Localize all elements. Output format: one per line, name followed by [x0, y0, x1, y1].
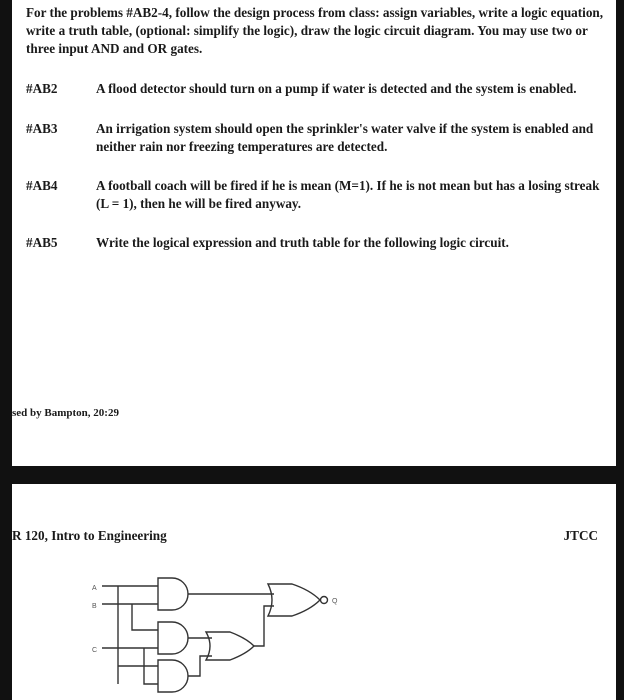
- problem-text: An irrigation system should open the sprinkler's water valve if the system is enabled and neither rain nor freezing temperatures are detected.: [96, 121, 594, 154]
- input-label-c: C: [92, 647, 98, 654]
- problem-id: #AB5: [26, 235, 58, 250]
- output-label-q: Q: [332, 598, 338, 605]
- and-gate-1: [158, 578, 188, 610]
- logic-circuit-diagram: [88, 566, 348, 700]
- problem-text: Write the logical expression and truth table for the following logic circuit.: [96, 235, 509, 250]
- document-page-bottom: [12, 484, 616, 700]
- wire-g3-out: [188, 656, 212, 676]
- wire-g4-out: [254, 606, 274, 646]
- problem-id: #AB3: [26, 121, 58, 136]
- instructions-paragraph: For the problems #AB2-4, follow the design process from class: assign variables, write a logic equation, write a truth table, (optional: simplify the logic), draw the logic circuit diagram. You may use two or three input AND and OR gates.: [26, 5, 604, 56]
- course-header: R 120, Intro to Engineering: [12, 528, 167, 543]
- problem-id: #AB4: [26, 178, 58, 193]
- page-break-divider: [12, 466, 616, 484]
- or-gate-4: [206, 632, 254, 660]
- problem-text: A football coach will be fired if he is mean (M=1). If he is not mean but has a losing streak (L = 1), then he will be fired anyway.: [96, 178, 600, 211]
- page-frame-right: [616, 0, 624, 700]
- problem-id: #AB2: [26, 81, 58, 96]
- wire-b-tap: [132, 604, 158, 630]
- revision-footer-note: sed by Bampton, 20:29: [12, 407, 119, 419]
- input-label-a: A: [92, 585, 97, 592]
- problem-text: A flood detector should turn on a pump if water is detected and the system is enabled.: [96, 81, 577, 96]
- and-gate-3: [158, 660, 188, 692]
- and-gate-2: [158, 622, 188, 654]
- page-frame-left: [0, 0, 12, 700]
- input-label-b: B: [92, 603, 97, 610]
- document-page-top: [12, 0, 616, 466]
- inversion-bubble: [321, 597, 328, 604]
- nor-gate-5: [268, 584, 320, 616]
- school-header: JTCC: [563, 528, 598, 543]
